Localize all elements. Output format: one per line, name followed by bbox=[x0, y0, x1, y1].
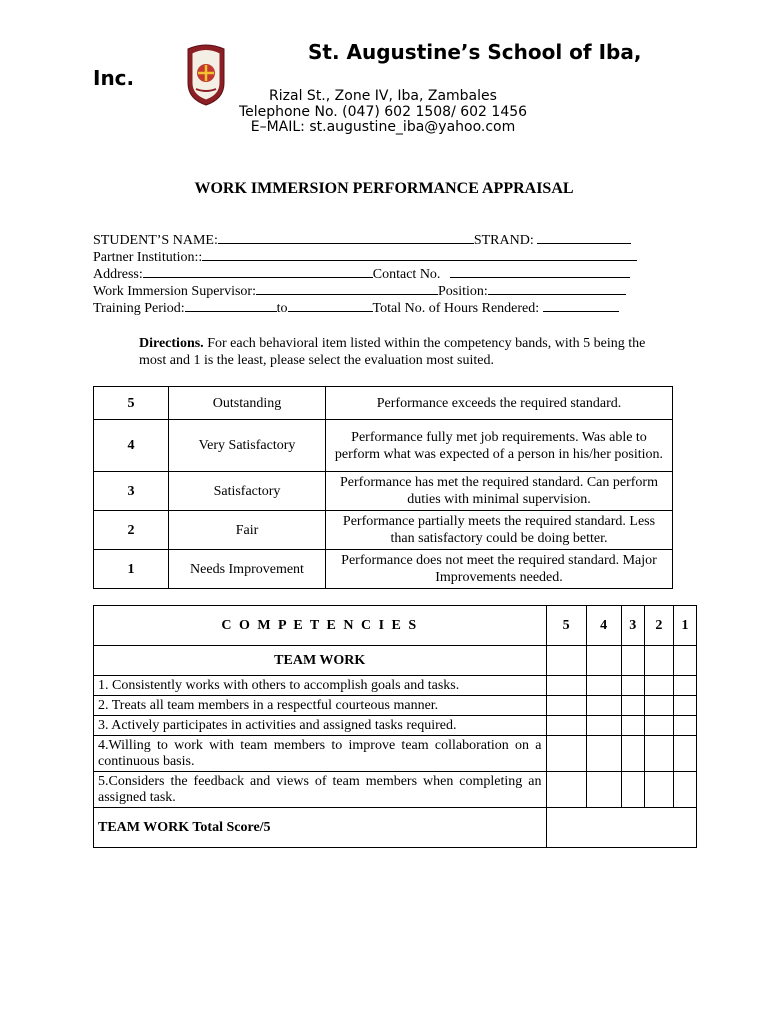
directions-label: Directions. bbox=[139, 336, 204, 351]
rating-scale-table bbox=[93, 386, 673, 589]
scale-rating: Very Satisfactory bbox=[169, 420, 326, 472]
contact-blank[interactable] bbox=[450, 264, 630, 278]
competency-item: 3. Actively participates in activities and assigned tasks required. bbox=[94, 716, 547, 736]
score-cell[interactable] bbox=[546, 736, 586, 772]
score-cell[interactable] bbox=[673, 676, 696, 696]
partner-institution-label: Partner Institution:: bbox=[93, 250, 203, 265]
competencies-header: C O M P E T E N C I E S bbox=[94, 606, 547, 646]
score-cell[interactable] bbox=[621, 676, 644, 696]
score-cell[interactable] bbox=[586, 696, 621, 716]
address-label: Address: bbox=[93, 267, 143, 282]
competency-item: 5.Considers the feedback and views of team members when completing an assigned task. bbox=[94, 772, 547, 808]
scale-description: Performance partially meets the required standard. Less than satisfactory could be doing better. bbox=[326, 511, 673, 550]
score-cell[interactable] bbox=[546, 716, 586, 736]
score-cell[interactable] bbox=[546, 696, 586, 716]
score-cell[interactable] bbox=[673, 736, 696, 772]
score-col-1: 1 bbox=[673, 606, 696, 646]
scale-score: 5 bbox=[94, 387, 169, 420]
student-name-label: STUDENT’S NAME: bbox=[93, 233, 218, 248]
strand-label: STRAND: bbox=[473, 233, 534, 248]
training-end-blank[interactable] bbox=[288, 298, 373, 312]
scale-row bbox=[94, 550, 673, 589]
score-cell[interactable] bbox=[621, 716, 644, 736]
score-cell[interactable] bbox=[644, 696, 673, 716]
scale-description: Performance exceeds the required standard. bbox=[326, 387, 673, 420]
competency-item: 1. Consistently works with others to accomplish goals and tasks. bbox=[94, 676, 547, 696]
supervisor-blank[interactable] bbox=[256, 281, 438, 295]
score-cell[interactable] bbox=[586, 772, 621, 808]
score-cell[interactable] bbox=[621, 736, 644, 772]
score-cell[interactable] bbox=[644, 676, 673, 696]
total-row bbox=[94, 808, 697, 848]
score-cell[interactable] bbox=[546, 676, 586, 696]
score-cell[interactable] bbox=[644, 772, 673, 808]
student-name-blank[interactable] bbox=[218, 230, 474, 244]
score-cell[interactable] bbox=[621, 772, 644, 808]
directions bbox=[139, 335, 659, 369]
school-email: E–MAIL: st.augustine_iba@yahoo.com bbox=[250, 119, 516, 135]
competency-row bbox=[94, 772, 697, 808]
partner-institution-blank[interactable] bbox=[202, 247, 637, 261]
score-cell[interactable] bbox=[586, 736, 621, 772]
student-name-row bbox=[93, 230, 631, 247]
training-start-blank[interactable] bbox=[185, 298, 277, 312]
scale-score: 4 bbox=[94, 420, 169, 472]
competencies-header-row bbox=[94, 606, 697, 646]
score-cell[interactable] bbox=[644, 736, 673, 772]
score-cell[interactable] bbox=[546, 772, 586, 808]
score-cell[interactable] bbox=[673, 646, 696, 676]
scale-row bbox=[94, 420, 673, 472]
competency-item: 2. Treats all team members in a respectful courteous manner. bbox=[94, 696, 547, 716]
section-title: TEAM WORK bbox=[94, 646, 547, 676]
document-title: WORK IMMERSION PERFORMANCE APPRAISAL bbox=[194, 180, 574, 197]
score-cell[interactable] bbox=[621, 646, 644, 676]
partner-row bbox=[93, 247, 637, 264]
scale-row bbox=[94, 472, 673, 511]
scale-score: 1 bbox=[94, 550, 169, 589]
scale-row bbox=[94, 387, 673, 420]
score-cell[interactable] bbox=[644, 646, 673, 676]
to-label: to bbox=[276, 301, 288, 316]
score-col-2: 2 bbox=[644, 606, 673, 646]
score-cell[interactable] bbox=[586, 646, 621, 676]
total-score-cell[interactable] bbox=[546, 808, 697, 848]
scale-row bbox=[94, 511, 673, 550]
training-row bbox=[93, 298, 619, 315]
supervisor-label: Work Immersion Supervisor: bbox=[93, 284, 256, 299]
competencies-table bbox=[93, 605, 697, 848]
training-period-label: Training Period: bbox=[93, 301, 185, 316]
school-telephone: Telephone No. (047) 602 1508/ 602 1456 bbox=[238, 104, 528, 120]
school-name: St. Augustine’s School of Iba, bbox=[308, 40, 642, 64]
scale-score: 2 bbox=[94, 511, 169, 550]
scale-rating: Needs Improvement bbox=[169, 550, 326, 589]
scale-score: 3 bbox=[94, 472, 169, 511]
score-cell[interactable] bbox=[546, 646, 586, 676]
scale-description: Performance fully met job requirements. Was able to perform what was expected of a person in his/her position. bbox=[326, 420, 673, 472]
strand-blank[interactable] bbox=[537, 230, 631, 244]
score-col-3: 3 bbox=[621, 606, 644, 646]
score-cell[interactable] bbox=[586, 716, 621, 736]
scale-rating: Satisfactory bbox=[169, 472, 326, 511]
score-cell[interactable] bbox=[644, 716, 673, 736]
position-label: Position: bbox=[437, 284, 488, 299]
address-blank[interactable] bbox=[143, 264, 373, 278]
competency-item: 4.Willing to work with team members to improve team collaboration on a continuous basis. bbox=[94, 736, 547, 772]
score-cell[interactable] bbox=[673, 696, 696, 716]
score-col-5: 5 bbox=[546, 606, 586, 646]
scale-rating: Fair bbox=[169, 511, 326, 550]
score-cell[interactable] bbox=[673, 772, 696, 808]
section-row bbox=[94, 646, 697, 676]
directions-text: For each behavioral item listed within the competency bands, with 5 being the most and 1 is the least, please select the evaluation most suited. bbox=[139, 336, 646, 368]
address-row bbox=[93, 264, 630, 281]
score-cell[interactable] bbox=[673, 716, 696, 736]
scale-description: Performance has met the required standard. Can perform duties with minimal supervision. bbox=[326, 472, 673, 511]
school-name-suffix: Inc. bbox=[93, 66, 135, 90]
score-col-4: 4 bbox=[586, 606, 621, 646]
contact-label: Contact No. bbox=[372, 267, 441, 282]
total-score-label: TEAM WORK Total Score/5 bbox=[94, 808, 547, 848]
competency-row bbox=[94, 736, 697, 772]
competency-row bbox=[94, 696, 697, 716]
competency-row bbox=[94, 716, 697, 736]
score-cell[interactable] bbox=[586, 676, 621, 696]
scale-rating: Outstanding bbox=[169, 387, 326, 420]
score-cell[interactable] bbox=[621, 696, 644, 716]
position-blank[interactable] bbox=[488, 281, 626, 295]
school-address: Rizal St., Zone IV, Iba, Zambales bbox=[269, 88, 497, 104]
total-hours-blank[interactable] bbox=[543, 298, 619, 312]
total-hours-label: Total No. of Hours Rendered: bbox=[372, 301, 540, 316]
supervisor-row bbox=[93, 281, 626, 298]
competency-row bbox=[94, 676, 697, 696]
scale-description: Performance does not meet the required standard. Major Improvements needed. bbox=[326, 550, 673, 589]
